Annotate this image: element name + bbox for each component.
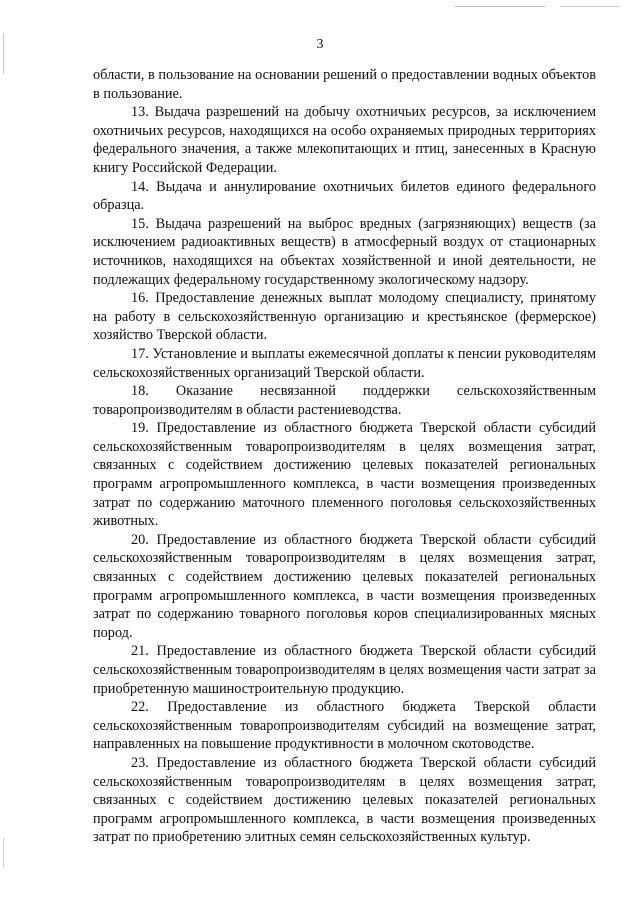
list-item-17: 17. Установление и выплаты ежемесячной доплаты к пенсии руководителям сельскохозяйственных организаций Тверской области. — [93, 345, 596, 381]
list-item-16: 16. Предоставление денежных выплат молодому специалисту, принятому на работу в сельскохозяйственную организацию и крестьянское (фермерское) хозяйство Тверской области. — [93, 290, 596, 344]
list-item-13: 13. Выдача разрешений на добычу охотничьих ресурсов, за исключением охотничьих ресурсов, находящихся на особо охраняемых природных территориях федерального значения, а также млекопитающих и птиц, занесенных в Красную книгу Российской Федерации. — [93, 104, 596, 176]
paragraph: области, в пользование на основании решений о предоставлении водных объектов в пользование. — [93, 67, 596, 102]
scan-artifact — [3, 838, 4, 868]
list-item-21: 21. Предоставление из областного бюджета Тверской области субсидий сельскохозяйственным товаропроизводителям в целях возмещения части затрат за приобретенную машиностроительную продукцию. — [93, 643, 596, 697]
list-item-23: 23. Предоставление из областного бюджета Тверской области субсидий сельскохозяйственным товаропроизводителям в целях возмещения затрат, связанных с содействием достижению целевых показателей региональных программ агропромышленного комплекса, в части возмещения произведенных затрат по приобретению элитных семян сельскохозяйственных культур. — [93, 754, 596, 846]
page-number: 3 — [316, 37, 324, 52]
document-body — [93, 66, 596, 847]
list-item-18: 18. Оказание несвязанной поддержки сельскохозяйственным товаропроизводителям в области растениеводства. — [93, 383, 596, 418]
list-item-15: 15. Выдача разрешений на выброс вредных (загрязняющих) веществ (за исключением радиоактивных веществ) в атмосферный воздух от стационарных источников, находящихся на объектах хозяйственной и иной деятельности, не подлежащих федеральному государственному экологическому надзору. — [93, 215, 596, 288]
scan-artifact — [560, 6, 620, 7]
list-item-20: 20. Предоставление из областного бюджета Тверской области субсидий сельскохозяйственным товаропроизводителям в целях возмещения затрат, связанных с содействием достижению целевых показателей региональных программ агропромышленного комплекса, в части возмещения произведенных затрат по содержанию товарного поголовья коров специализированных мясных пород. — [93, 531, 596, 641]
list-item-22: 22. Предоставление из областного бюджета Тверской области сельскохозяйственным товаропроизводителям субсидий на возмещение затрат, направленных на повышение продуктивности в молочном скотоводстве. — [93, 699, 596, 753]
scan-artifact — [455, 6, 545, 7]
list-item-19: 19. Предоставление из областного бюджета Тверской области субсидий сельскохозяйственным товаропроизводителям в целях возмещения затрат, связанных с содействием достижению целевых показателей региональных программ агропромышленного комплекса, в части возмещения произведенных затрат по содержанию маточного племенного поголовья сельскохозяйственных животных. — [93, 420, 596, 530]
list-item-14: 14. Выдача и аннулирование охотничьих билетов единого федерального образца. — [93, 178, 596, 214]
